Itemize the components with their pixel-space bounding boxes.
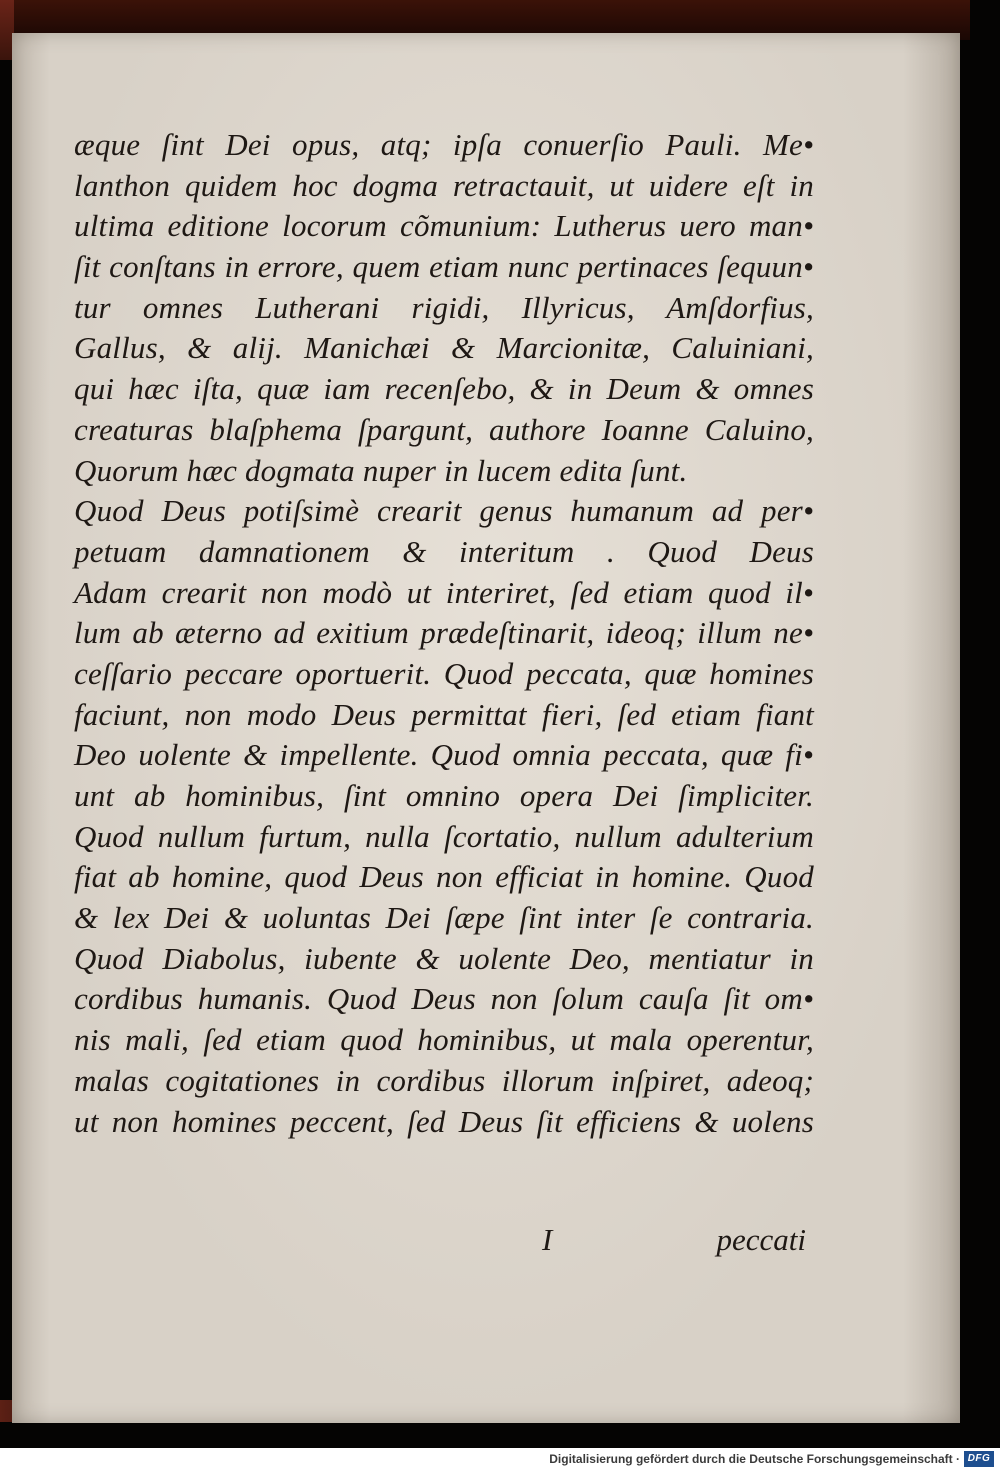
text-line: creaturas blaſphema ſpargunt, authore Ioanne Caluino, (74, 411, 814, 447)
body-text (74, 125, 814, 1142)
page-footer (74, 1222, 814, 1262)
signature-mark: I (542, 1222, 553, 1257)
text-line: nis mali, ſed etiam quod hominibus, ut mala operentur, (74, 1022, 814, 1058)
text-line: Gallus, & alij. Manichæi & Marcionitæ, Caluiniani, (74, 330, 814, 366)
book-page (12, 33, 960, 1423)
text-line: lanthon quidem hoc dogma retractauit, ut uidere eſt in (74, 167, 814, 203)
text-line: Quod Diabolus, iubente & uolente Deo, mentiatur in (74, 940, 814, 976)
catchword: peccati (716, 1222, 806, 1257)
text-line: fiat ab homine, quod Deus non efficiat in homine. Quod (74, 859, 814, 895)
text-line: malas cogitationes in cordibus illorum inſpiret, adeoq; (74, 1062, 814, 1098)
text-line: Quod Deus potiſsimè crearit genus humanum ad per• (74, 493, 814, 529)
text-line: ſit conſtans in errore, quem etiam nunc pertinaces ſequun• (74, 249, 814, 285)
text-line: ceſſario peccare oportuerit. Quod peccata, quæ homines (74, 655, 814, 691)
text-line: Quod nullum furtum, nulla ſcortatio, nullum adulterium (74, 818, 814, 854)
text-line: æque ſint Dei opus, atq; ipſa conuerſio Pauli. Me• (74, 127, 814, 162)
text-line: Adam crearit non modò ut interiret, ſed etiam quod il• (74, 574, 814, 610)
text-line: lum ab æterno ad exitium prædeſtinarit, ideoq; illum ne• (74, 615, 814, 651)
text-line: ultima editione locorum cõmunium: Lutherus uero man• (74, 208, 814, 244)
text-line: petuam damnationem & interitum . Quod Deus (74, 533, 814, 569)
text-line: ut non homines peccent, ſed Deus ſit efficiens & uolens (74, 1103, 814, 1139)
text-line: qui hæc iſta, quæ iam recenſebo, & in Deum & omnes (74, 371, 814, 407)
text-line: faciunt, non modo Deus permittat fieri, ſed etiam fiant (74, 696, 814, 732)
text-line: cordibus humanis. Quod Deus non ſolum cauſa ſit om• (74, 981, 814, 1017)
credit-bar (0, 1448, 1000, 1471)
funding-credit: Digitalisierung gefördert durch die Deutsche Forschungsgemeinschaft · (549, 1452, 960, 1466)
dfg-logo: DFG (964, 1451, 994, 1467)
text-line: unt ab hominibus, ſint omnino opera Dei ſimpliciter. (74, 778, 814, 813)
text-line: Deo uolente & impellente. Quod omnia peccata, quæ fi• (74, 737, 814, 773)
text-line: & lex Dei & uoluntas Dei ſæpe ſint inter ſe contraria. (74, 900, 814, 936)
text-line: Quorum hæc dogmata nuper in lucem edita ſunt. (74, 452, 688, 488)
text-line: tur omnes Lutherani rigidi, Illyricus, Amſdorfius, (74, 289, 814, 325)
